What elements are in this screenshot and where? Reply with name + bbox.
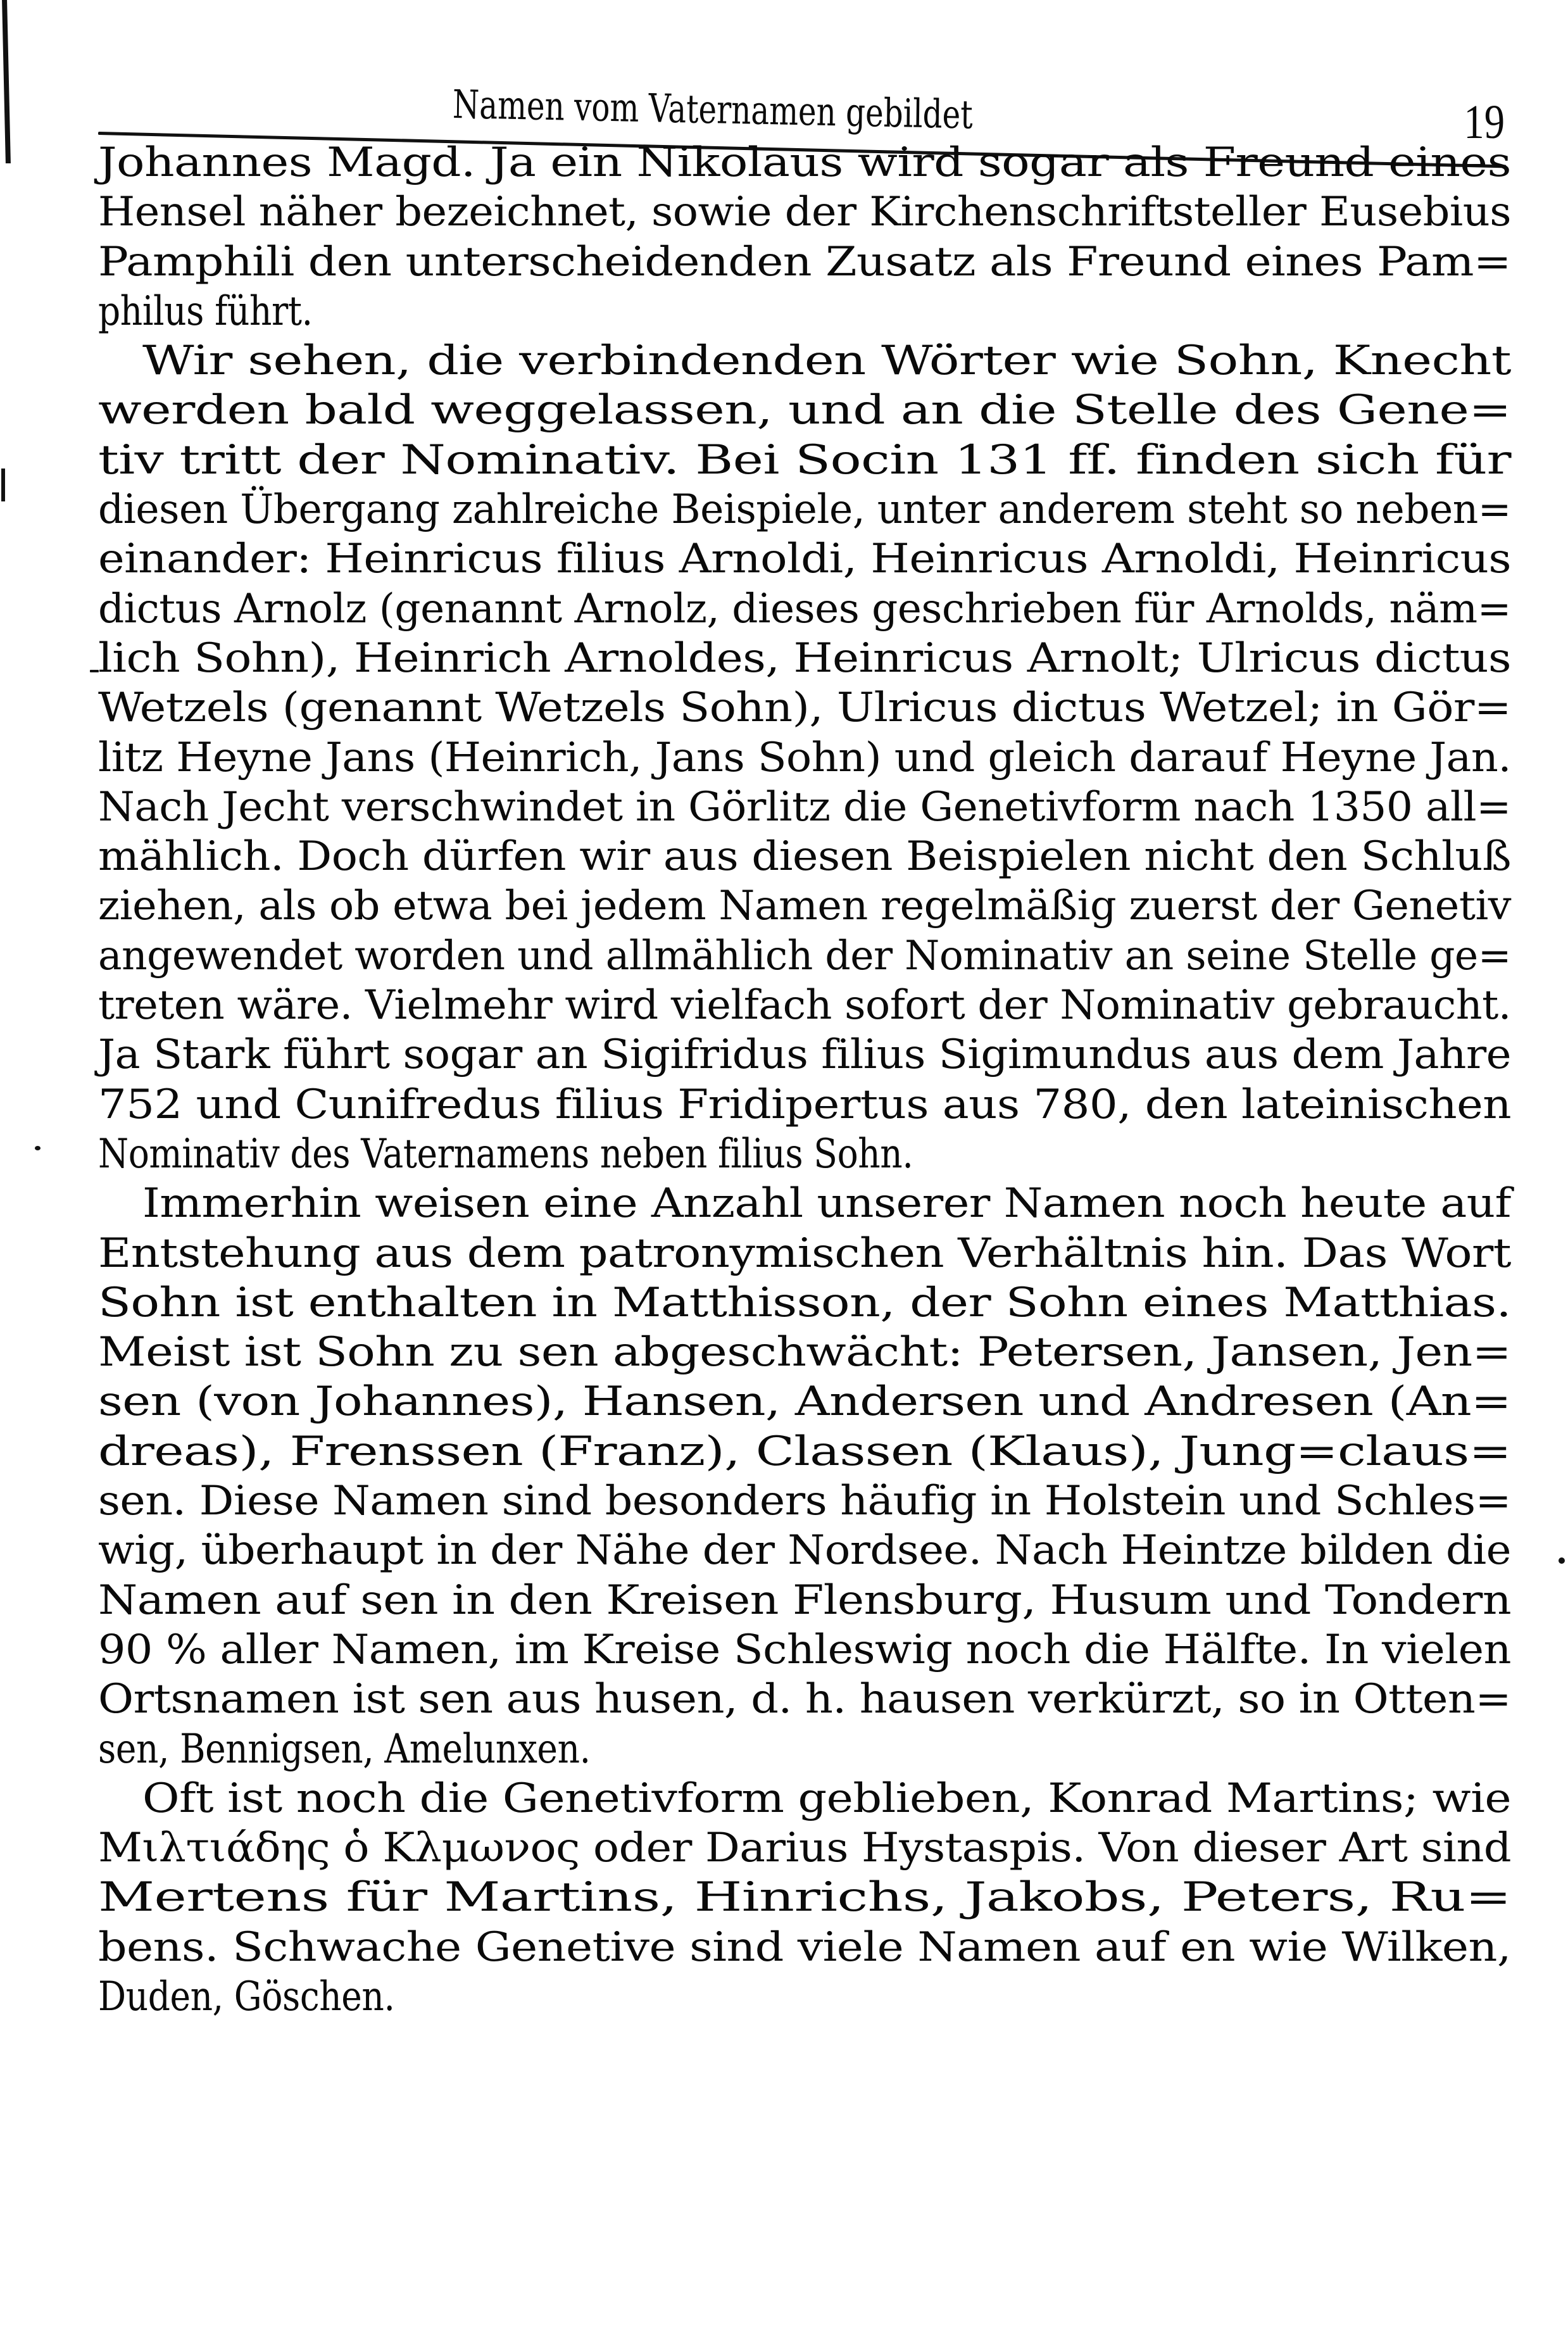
text-line: tiv tritt der Nominativ. Bei Socin 131 ff. finden sich für (98, 436, 1511, 484)
text-line: ziehen, als ob etwa bei jedem Namen regelmäßig zuerst der Genetiv (98, 883, 1512, 930)
text-line: Nach Jecht verschwindet in Görlitz die Genetivform nach 1350 all= (98, 783, 1511, 831)
scan-speck (1559, 1557, 1565, 1564)
text-line: Johannes Magd. Ja ein Nikolaus wird sogar als Freund eines (98, 139, 1511, 186)
page-number: 19 (1464, 96, 1505, 149)
text-line: werden bald weggelassen, und an die Stelle des Gene= (98, 387, 1511, 434)
text-line: angewendet worden und allmählich der Nominativ an seine Stelle ge= (98, 932, 1512, 979)
running-title: Namen vom Vaternamen gebildet (452, 81, 974, 138)
text-line: Wetzels (genannt Wetzels Sohn), Ulricus dictus Wetzel; in Gör= (98, 684, 1512, 732)
text-line: Nominativ des Vaternamens neben filius Sohn. (98, 1130, 913, 1178)
scan-speck (35, 1146, 41, 1150)
text-line: Hensel näher bezeichnet, sowie der Kirchenschriftsteller Eusebius (98, 189, 1512, 236)
text-line: dictus Arnolz (genannt Arnolz, dieses geschrieben für Arnolds, näm= (98, 585, 1512, 632)
text-line: Wir sehen, die verbindenden Wörter wie Sohn, Knecht (142, 337, 1512, 385)
text-line: Μιλτιάδης ὁ Κλμωνος oder Darius Hystaspis. Von dieser Art sind (98, 1825, 1512, 1872)
text-line: Oft ist noch die Genetivform geblieben, Konrad Martins; wie (142, 1775, 1512, 1822)
text-line: einander: Heinricus filius Arnoldi, Heinricus Arnoldi, Heinricus (98, 536, 1512, 583)
body-text (98, 138, 1511, 2022)
paragraph (98, 1179, 1511, 1774)
text-line: treten wäre. Vielmehr wird vielfach sofort der Nominativ gebraucht. (98, 982, 1511, 1029)
text-line: Meist ist Sohn zu sen abgeschwächt: Petersen, Jansen, Jen= (98, 1329, 1511, 1376)
scan-edge-mark (1, 468, 5, 501)
paragraph (98, 1774, 1511, 2022)
text-line: mählich. Doch dürfen wir aus diesen Beispielen nicht den Schluß (98, 833, 1512, 881)
text-line: sen. Diese Namen sind besonders häufig in Holstein und Schles= (98, 1478, 1512, 1525)
text-line: litz Heyne Jans (Heinrich, Jans Sohn) und gleich darauf Heyne Jan. (98, 734, 1512, 781)
paragraph-continuation (98, 138, 1511, 336)
text-line: Entstehung aus dem patronymischen Verhältnis hin. Das Wort (98, 1229, 1511, 1277)
text-line: dreas), Frenssen (Franz), Classen (Klaus), Jung=claus= (98, 1428, 1511, 1475)
text-line: Namen auf sen in den Kreisen Flensburg, Husum und Tondern (98, 1576, 1512, 1624)
text-line: Pamphili den unterscheidenden Zusatz als Freund eines Pam= (98, 238, 1511, 286)
text-line: bens. Schwache Genetive sind viele Namen auf en wie Wilken, (98, 1923, 1511, 1971)
text-line: sen, Bennigsen, Amelunxen. (98, 1725, 591, 1773)
text-line: 752 und Cunifredus filius Fridipertus aus 780, den lateinischen (98, 1081, 1512, 1128)
text-line: Duden, Göschen. (98, 1973, 395, 2020)
text-line: lich Sohn), Heinrich Arnoldes, Heinricus Arnolt; Ulricus dictus (98, 634, 1512, 682)
text-line: Mertens für Martins, Hinrichs, Jakobs, Peters, Ru= (98, 1874, 1511, 1921)
scan-edge-line (2, 0, 11, 163)
paragraph (98, 336, 1511, 1179)
text-line: Ortsnamen ist sen aus husen, d. h. hausen verkürzt, so in Otten= (98, 1676, 1512, 1723)
text-line: Sohn ist enthalten in Matthisson, der Sohn eines Matthias. (98, 1279, 1512, 1326)
text-line: 90 % aller Namen, im Kreise Schleswig noch die Hälfte. In vielen (98, 1626, 1511, 1673)
text-line: diesen Übergang zahlreiche Beispiele, unter anderem steht so neben= (98, 486, 1512, 534)
text-line: sen (von Johannes), Hansen, Andersen und Andresen (An= (98, 1378, 1511, 1426)
scan-speck (90, 670, 99, 672)
text-line: Immerhin weisen eine Anzahl unserer Namen noch heute auf (142, 1180, 1512, 1228)
text-line: wig, überhaupt in der Nähe der Nordsee. Nach Heintze bilden die (98, 1527, 1512, 1575)
text-line: Ja Stark führt sogar an Sigifridus filius Sigimundus aus dem Jahre (98, 1031, 1512, 1079)
text-line: philus führt. (98, 287, 313, 335)
